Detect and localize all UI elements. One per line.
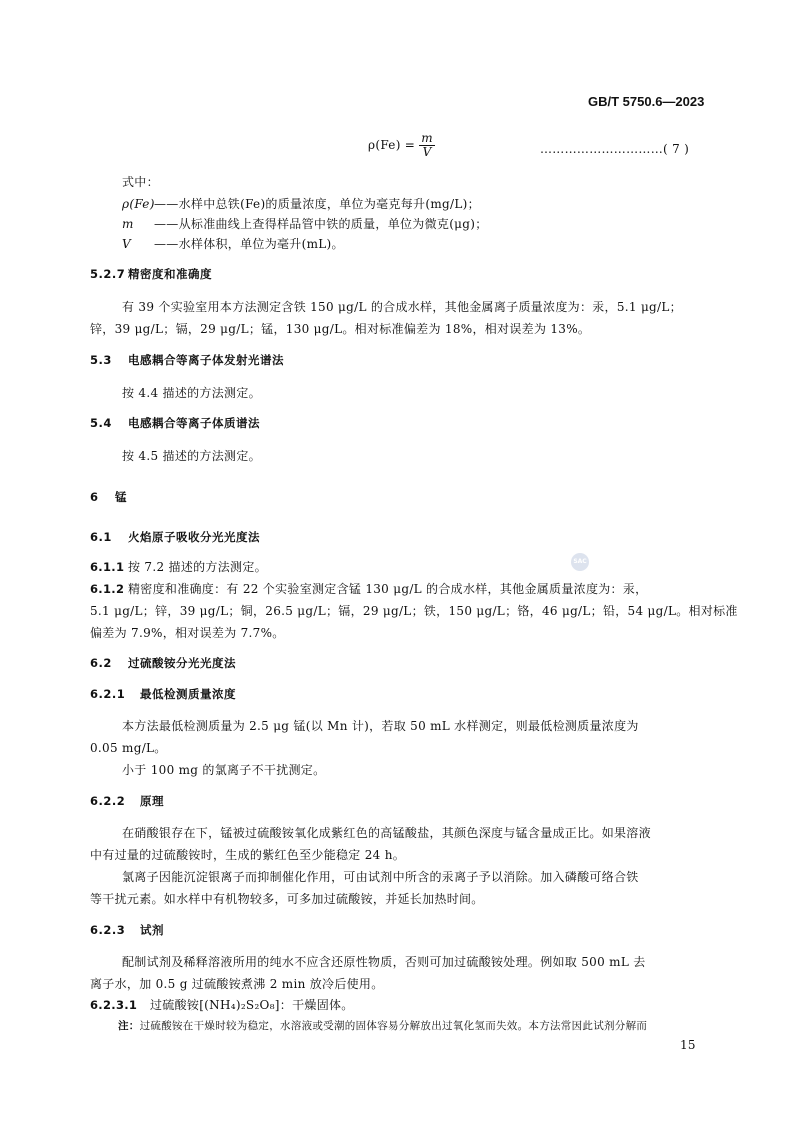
heading-6-1 [90,529,260,545]
note-label: 注： [118,1020,140,1032]
section-title: 原理 [140,794,164,808]
section-title: 锰 [115,490,127,504]
paragraph-line: 偏差为 7.9%，相对误差为 7.7%。 [90,626,285,640]
paragraph-line: 按 4.5 描述的方法测定。 [122,449,261,463]
paragraph-line: 在硝酸银存在下，锰被过硫酸铵氧化成紫红色的高锰酸盐，其颜色深度与锰含量成正比。如果溶液 [122,826,651,840]
section-title: 过硫酸铵分光光度法 [128,656,236,670]
heading-6-2 [90,655,236,671]
where-symbol: m [122,217,134,231]
paragraph-line: 等干扰元素。如水样中有机物较多，可多加过硫酸铵，并延长加热时间。 [90,892,484,906]
section-title: 电感耦合等离子体质谱法 [128,416,260,430]
where-symbol: V [122,237,131,251]
section-number: 6.1.2 [90,582,125,596]
section-number: 6.1.1 [90,560,125,574]
paragraph-line: 小于 100 mg 的氯离子不干扰测定。 [122,763,326,777]
note [118,1018,647,1033]
paragraph-line: 本方法最低检测质量为 2.5 μg 锰(以 Mn 计)，若取 50 mL 水样测定，则最低检测质量浓度为 [122,719,639,733]
section-title: 最低检测质量浓度 [140,687,236,701]
section-number: 5.2.7 [90,267,126,281]
page-number: 15 [680,1038,696,1052]
formula-number [540,142,689,156]
heading-6-2-3 [90,922,164,938]
heading-6 [90,489,127,505]
section-number: 6.2.2 [90,794,126,808]
clause-text: 精密度和准确度：有 22 个实验室测定含锰 130 μg/L 的合成水样，其他金属质量浓度为：汞， [128,582,648,596]
formula-fraction [419,132,435,159]
heading-5-4 [90,415,260,431]
formula-dots: ………………………… [540,142,663,156]
section-title: 试剂 [140,923,164,937]
where-item [122,215,488,232]
paragraph-line: 离子水，加 0.5 g 过硫酸铵煮沸 2 min 放冷后使用。 [90,977,384,991]
where-desc: ——水样中总铁(Fe)的质量浓度，单位为毫克每升(mg/L)； [154,197,480,211]
section-number: 6.2.1 [90,687,126,701]
section-number: 6.2 [90,656,112,670]
formula-lhs: ρ(Fe) = [368,138,416,152]
clause-6-1-2 [90,580,647,597]
formula-numerator: m [421,131,433,145]
where-item [122,195,480,212]
where-desc: ——水样体积，单位为毫升(mL)。 [154,237,344,251]
standard-code: GB/T 5750.6—2023 [588,94,705,109]
formula-eq-number: ( 7 ) [663,142,690,156]
section-number: 6.2.3 [90,923,126,937]
sac-watermark-logo: SAC [571,553,589,571]
clause-text: 过硫酸铵[(NH₄)₂S₂O₈]：干燥固体。 [150,998,354,1012]
section-title: 精密度和准确度 [128,267,212,281]
section-title: 火焰原子吸收分光光度法 [128,530,260,544]
heading-5-2-7 [90,266,212,282]
section-number: 5.4 [90,416,112,430]
where-intro: 式中： [122,175,159,189]
clause-6-1-1 [90,558,267,575]
heading-6-2-1 [90,686,236,702]
where-desc: ——从标准曲线上查得样品管中铁的质量，单位为微克(μg)； [154,217,488,231]
paragraph-line: 按 4.4 描述的方法测定。 [122,386,261,400]
section-number: 6.1 [90,530,112,544]
paragraph-line: 锌，39 μg/L；镉，29 μg/L；锰，130 μg/L。相对标准偏差为 18%，相对误差为 13%。 [90,322,591,336]
section-number: 5.3 [90,353,112,367]
formula-denominator: V [422,145,432,159]
formula [368,132,435,159]
paragraph-line: 中有过量的过硫酸铵时，生成的紫红色至少能稳定 24 h。 [90,848,406,862]
paragraph-line: 5.1 μg/L；锌，39 μg/L；铜，26.5 μg/L；镉，29 μg/L；铁，150 μg/L；铬，46 μg/L；铅，54 μg/L。相对标准 [90,604,738,618]
section-number: 6.2.3.1 [90,998,138,1012]
paragraph-line: 配制试剂及稀释溶液所用的纯水不应含还原性物质，否则可加过硫酸铵处理。例如取 500 mL 去 [122,955,646,969]
clause-text: 按 7.2 描述的方法测定。 [128,560,267,574]
paragraph-line: 0.05 mg/L。 [90,741,167,755]
clause-6-2-3-1 [90,996,354,1013]
section-title: 电感耦合等离子体发射光谱法 [128,353,284,367]
note-text: 过硫酸铵在干燥时较为稳定，水溶液或受潮的固体容易分解放出过氧化氢而失效。本方法常因此试剂分解而 [139,1020,648,1032]
heading-5-3 [90,352,284,368]
where-symbol: ρ(Fe) [122,197,155,211]
heading-6-2-2 [90,793,164,809]
section-number: 6 [90,490,99,504]
paragraph-line: 氯离子因能沉淀银离子而抑制催化作用，可由试剂中所含的汞离子予以消除。加入磷酸可络合铁 [122,870,639,884]
where-item [122,235,344,252]
paragraph-line: 有 39 个实验室用本方法测定含铁 150 μg/L 的合成水样，其他金属离子质量浓度为：汞，5.1 μg/L； [122,300,682,314]
